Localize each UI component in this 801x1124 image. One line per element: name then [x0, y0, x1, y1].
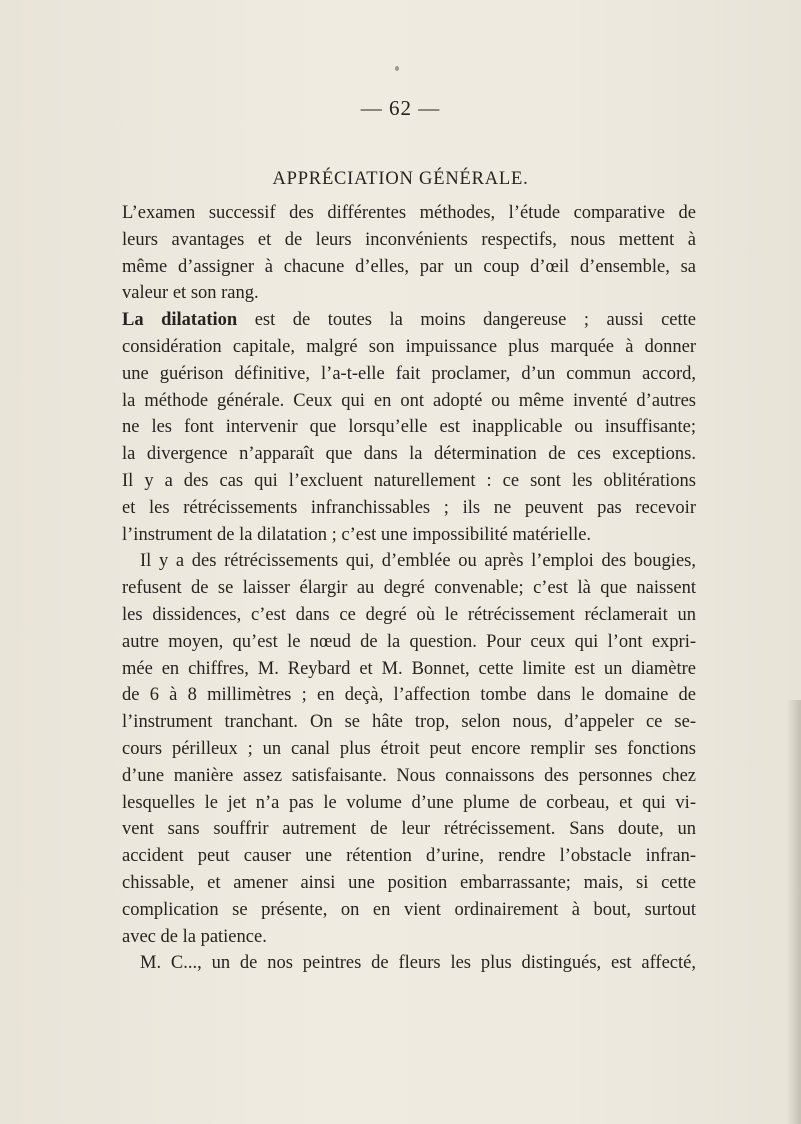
text-line: une guérison définitive, l’a-t-elle fait proclamer, d’un commun accord,: [122, 363, 696, 384]
text-line: vent sans souffrir autrement de leur rétrécissement. Sans doute, un: [122, 819, 696, 840]
text-line: Il y a des cas qui l’excluent naturellement : ce sont les oblitérations: [122, 470, 696, 491]
body-text: [122, 200, 696, 977]
bold-lead: La dilatation: [122, 310, 238, 331]
text-line: les dissidences, c’est dans ce degré où le rétrécissement réclamerait un: [122, 604, 696, 625]
text-line: mée en chiffres, M. Reybard et M. Bonnet, cette limite est un diamètre: [122, 658, 696, 679]
text-line: considération capitale, malgré son impuissance plus marquée à donner: [122, 336, 696, 357]
text-line: Il y a des rétrécissements qui, d’emblée ou après l’emploi des bougies,: [140, 551, 696, 572]
text-line: refusent de se laisser élargir au degré convenable; c’est là que naissent: [122, 578, 696, 599]
text-line: M. C..., un de nos peintres de fleurs les plus distingués, est affecté,: [140, 953, 696, 974]
text-line-rest: est de toutes la moins dangereuse ; aussi cette: [237, 310, 696, 331]
text-line: complication se présente, on en vient ordinairement à bout, surtout: [122, 899, 696, 920]
text-line: ne les font intervenir que lorsqu’elle est inapplicable ou insuffisante;: [122, 417, 696, 438]
text-line: l’instrument tranchant. On se hâte trop, selon nous, d’appeler ce se-: [122, 712, 696, 733]
text-line: autre moyen, qu’est le nœud de la question. Pour ceux qui l’ont expri-: [122, 631, 696, 652]
text-line: valeur et son rang.: [122, 283, 259, 304]
text-line-with-lead: [122, 307, 696, 334]
text-line: L’examen successif des différentes méthodes, l’étude comparative de: [122, 203, 696, 223]
text-line: et les rétrécissements infranchissables ; ils ne peuvent pas recevoir: [122, 497, 696, 518]
text-line: l’instrument de la dilatation ; c’est une impossibilité matérielle.: [122, 524, 592, 545]
page-number: — 62 —: [360, 96, 441, 120]
ink-speck: [395, 66, 399, 71]
text-line: de 6 à 8 millimètres ; en deçà, l’affection tombe dans le domaine de: [122, 685, 696, 706]
page-edge-shadow: [787, 700, 801, 1124]
text-line: chissable, et amener ainsi une position embarrassante; mais, si cette: [122, 872, 696, 893]
text-line: la divergence n’apparaît que dans la détermination de ces exceptions.: [122, 444, 696, 465]
text-line: la méthode générale. Ceux qui en ont adopté ou même inventé d’autres: [122, 390, 696, 411]
text-line: avec de la patience.: [122, 926, 267, 947]
text-line: même d’assigner à chacune d’elles, par un coup d’œil d’ensemble, sa: [122, 256, 696, 277]
text-line: d’une manière assez satisfaisante. Nous connaissons des personnes chez: [122, 765, 696, 786]
text-line: lesquelles le jet n’a pas le volume d’une plume de corbeau, et qui vi-: [122, 792, 696, 813]
section-heading: APPRÉCIATION GÉNÉRALE.: [272, 169, 529, 189]
text-line: cours périlleux ; un canal plus étroit peut encore remplir ses fonctions: [122, 738, 696, 759]
text-line: accident peut causer une rétention d’urine, rendre l’obstacle infran-: [122, 846, 696, 867]
text-line: leurs avantages et de leurs inconvénients respectifs, nous mettent à: [122, 229, 696, 250]
